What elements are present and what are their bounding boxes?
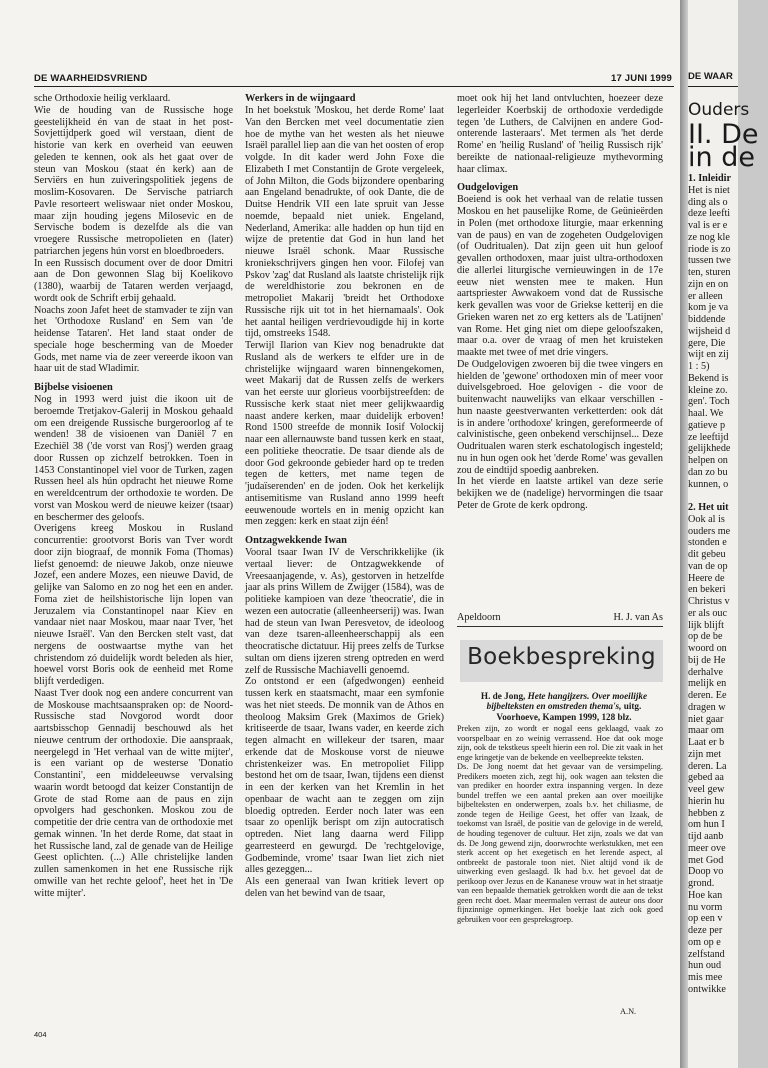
signature-city: Apeldoorn [457, 612, 501, 623]
next-page-line: Doop vo [688, 866, 724, 878]
article-signature [457, 612, 663, 626]
section-heading: Ontzagwekkende Iwan [245, 535, 347, 546]
article-column-1 [34, 93, 233, 1013]
next-page-line: ze nog kle [688, 231, 730, 243]
paragraph: Wie de houding van de Russische hoge geestelijkheid én van de staat in het post-Sovjettijdperk goed wil verstaan, dient de historie van kerk en overheid van eeuwen geleden te kennen, ook als het gaat over de steun van Moskou (staat én kerk) aan de Serviërs en hun zuiveringspolitiek jegens de moslim-Kosovaren. De Servische patriarch Pavle resorteert weliswaar niet onder Moskou, maar zijn houding jegens Milosevic en de Servische bodem is dezelfde als die van vroegere Russische metropolieten en (later) patriarchen jegens hún vorst en bloedbroeders. [34, 104, 233, 257]
paragraph: Naast Tver dook nog een andere concurrent van de Moskouse machtsaanspraken op: de Noord-Russische stad Novgorod wordt door aartsbisschop Gennadij beschouwd als het nieuwe centrum der orthodoxie. Die aanspraak, neergelegd in 'Het verhaal van de witte mijter', is een variant op de westerse 'Donatio Constantini', een middeleeuwse vervalsing waarin wordt betoogd dat keizer Constantijn de Grote de stad Rome aan de paus en zijn opvolgers had geschonken. Moskou zou de competitie der drie centra van de orthodoxie met gemak winnen. 'In het derde Rome, dat staat in het Russische land, zal de genade van de Heilige Geest oplichten. (...) Alle christelijke landen zullen samenkomen in het ene Russische rijk omwille van het rechte geloof', heet het in 'De witte mijter'. [34, 687, 233, 899]
next-page-line: maar om [688, 725, 724, 737]
next-page-line: riode is zo [688, 243, 731, 255]
next-page-line: ding als o [688, 196, 728, 208]
publication-name: DE WAARHEIDSVRIEND [34, 73, 148, 84]
next-page-line: er alleen [688, 290, 723, 302]
section-heading: Oudgelovigen [457, 182, 519, 194]
paragraph: In het vierde en laatste artikel van deze serie bekijken we de (nadelige) hervormingen die tsaar Peter de Grote de kerk opdrong. [457, 476, 663, 511]
next-page-line: 2. Het uit [688, 502, 729, 513]
next-page-line: hebben z [688, 807, 725, 819]
running-head [34, 71, 674, 87]
next-page-line: hierin hu [688, 795, 725, 807]
next-page-line: van de op [688, 560, 728, 572]
next-page-line: Bekend is [688, 372, 729, 384]
next-page-line: biddende [688, 314, 726, 325]
review-book-title: Hete hangijzers. Over moeilijke bijbelteksten en omstreden thema's, [486, 691, 648, 712]
paragraph: In een Russisch document over de door Dmitri aan de Don gewonnen Slag bij Koelikovo (1380), waarbij de Tataren werden verjaagd, wordt ook de Schrift erbij gehaald. [34, 257, 233, 304]
next-page-line: ouders me [688, 525, 731, 537]
next-page-line: kom je va [688, 302, 729, 314]
article-column-3 [457, 93, 663, 512]
next-page-line: helpen on [688, 455, 728, 466]
paragraph: sche Orthodoxie heilig verklaard. [34, 93, 171, 104]
signature-author: H. J. van As [613, 612, 663, 623]
next-page-line: 1 : 5) [688, 361, 710, 372]
next-page-line: gere, Die [688, 337, 726, 349]
next-page-line: Hoe kan [688, 889, 723, 901]
next-page-fragment [688, 0, 759, 1068]
section-heading: Bijbelse visioenen [34, 382, 113, 393]
next-page-line: ze leeftijd [688, 431, 729, 443]
next-page-line: om op e [688, 936, 721, 948]
review-body [457, 724, 663, 1020]
next-page-line: gen'. Toch [688, 396, 730, 408]
paragraph: Overigens kreeg Moskou in Rusland concurrentie: grootvorst Boris van Tver wordt door zijn biograaf, de monnik Foma (Thomas) liefst genoemd: de nieuwe Jakob, onze nieuwe Jozef, een andere Mozes, een nieuwe David, de gelijke van Salomo en zo nog het een en ander. Foma ziet de heilshistorische lijn lopen van Jeruzalem via Constantinopel naar Kiev en vandaar niet naar Moskou, maar naar Tver, 'het nieuwe Israël'. Van den Bercken stelt vast, dat nergens de oostwaartse mythe van het christendom zó duidelijk wordt beleden als hier, hoewel vorst Boris ook de eenheid met Rome blijft verdedigen. [34, 523, 233, 687]
next-page-line: hun oud [688, 960, 722, 972]
next-page-line [688, 490, 768, 502]
next-page-kicker: Ouders [688, 100, 750, 120]
issue-date: 17 JUNI 1999 [610, 73, 672, 84]
next-page-line: wijsheid d [688, 325, 731, 337]
page-gutter [680, 0, 688, 1068]
next-page-line: met God [688, 854, 724, 866]
next-page-running-head: DE WAAR [688, 71, 733, 82]
review-bibliography [470, 691, 658, 722]
review-book-publisher: uitg. Voorhoeve, Kampen 1999, 128 blz. [496, 701, 642, 722]
next-page-line: deze leefti [688, 208, 731, 220]
next-page-line: meer ove [688, 842, 726, 854]
next-page-line: zijn met [688, 748, 722, 760]
next-page-line: tijd aanb [688, 831, 724, 842]
next-page-line: zijn en on [688, 278, 729, 290]
next-page-line: dit gebeu [688, 549, 726, 560]
next-page-line: gelijkhede [688, 443, 731, 455]
next-page-line: Heere de [688, 572, 725, 584]
paragraph: In het boekstuk 'Moskou, het derde Rome' laat Van den Bercken met veel documentatie zien hoe de mythe van het westen als het nieuwe Israël parallel liep aan die van het oosten of erop volgde. In dit kader werd John Foxe die Elizabeth I met Constantijn de Grote vergeleek, of John Milton, die Gods bijzondere openbaring aan Engeland benadrukte, of ook Dante, die de Duitse Hendrik VII een late spruit van Jesse noemde, bepaald niet uniek. Engeland, Nederland, Amerika: alle hadden op hun tijd en wijze de pretentie dat God in hun land het nieuwe Israël schonk. Maar Russische kroniekschrijvers gingen hen voor. Filofej van Pskov 'zag' dat Rusland als laatste christelijk rijk de wereldhistorie zou bekronen en de metropoliet Makarij 'breidt het Orthodoxe Russische rijk uit tot in het hiernamaals'. Ook het aantal heiligen verdrievoudigde hij in korte tijd, omstreeks 1548. [245, 105, 444, 340]
next-page-header-rule [688, 86, 738, 87]
paragraph: Boeiend is ook het verhaal van de relatie tussen Moskou en het pauselijke Rome, de Geünieërden in Polen (met orthodoxe liturgie, maar erkenning van de paus) en van de zogeheten Oudgelovigen (of Oudritualen). Dat zijn geen uit hun geloof gevallen orthodoxen, maar juist ultra-orthodoxen die allerlei liturgische vernieuwingen in de 17e eeuw niet wensten mee te maken. Hun aartspriester Awwakoem vond dat de Russische kerk gevallen was voor de Griekse ketterij en die Grieken waren net zo erg ketters als de 'Latijnen' van Rome. Het ging niet om diepe geloofszaken, maar o.a. over de vraag of men het kruisteken maakte met twee of met drie vingers. [457, 194, 663, 358]
next-page-line: tussen twe [688, 255, 731, 267]
next-page-line: ontwikke [688, 983, 726, 995]
paragraph: Preken zijn, zo wordt er nogal eens geklaagd, vaak zo voorspelbaar en zo weinig verrassend. Hoe dat ook moge zijn, ook de tekstkeus speelt hierin een rol. Die zit vaak in het enge kringetje van de bekende en veelbepreekte teksten. [457, 724, 663, 762]
next-page-line: op een v [688, 913, 723, 925]
review-heading-box [460, 640, 663, 682]
next-page-title-line-1: II. De [688, 119, 759, 150]
article-column-2 [245, 93, 444, 1005]
next-page-line: nu vorm [688, 901, 723, 913]
next-page-line: woord on [688, 643, 727, 654]
paragraph: Zo ontstond er een (afgedwongen) eenheid tussen kerk en staatsmacht, maar een symfonie was het niet steeds. De monnik van de Athos en theoloog Maksim Grek (Maximos de Griek) kritiseerde de tsaar, Iwans vader, en keerde zich tegen almacht en willekeur der tsaren, maar erkende dat de Moskouse vorst de nieuwe christenkeizer was. En metropoliet Filipp bestond het om de tsaar, Iwan, tijdens een dienst in een der kerken van het Kremlin in het openbaar de wacht aan te zeggen om zijn bloedig optreden. Eerder noch later was een tsaar zo openlijk berispt om zijn autocratisch optreden. Niet lang daarna werd Filipp gearresteerd en gewurgd. De 'rechtgelovige, Godbeminde, vrome' tsaar Iwan liet zich niet alles gezeggen... [245, 676, 444, 876]
review-book-author: H. de Jong, [480, 691, 526, 701]
next-page-line: val is er e [688, 220, 728, 231]
review-signature: A.N. [620, 1007, 637, 1016]
paragraph: Ds. De Jong noemt dat het gevaar van de versimpeling. Predikers moeten zich, zegt hij, ook wagen aan teksten die van prediker en hoorder extra inspanning vergen. In deze bundel treffen we een aantal preken aan over moeilijke bijbelteksten en onderwerpen, zoals b.v. het chiliasme, de zonde tegen de Heilige Geest, het offer van Izaak, de toekomst van Israël, de positie van de gelovige in de wereld, de houding tegenover de cultuur. Het zijn, zoals we dat van ds. De Jong gewend zijn, doorwrochte werkstukken, met een sterk accent op het exegetisch en het lerende aspect, al ontbreekt de pastorale toon niet. Niet altijd vond ik de uitwerking even geslaagd. Ik had b.v. het gevoel dat de perikoop over Jezus en de Kananese vrouw wat in het straatje van een bepaalde thematiek getrokken wordt die aan de tekst geen recht doet. Maar meermalen verrast de auteur ons door fijnzinnige opmerkingen. Het boekje laat zich ook goed gebruiken voor een gespreksgroep. [457, 762, 663, 924]
section-heading: Werkers in de wijngaard [245, 93, 356, 104]
next-page-line: veel gew [688, 784, 725, 795]
next-page-line: niet gaar [688, 713, 724, 725]
paragraph: Als een generaal van Iwan kritiek levert op delen van het bewind van de tsaar, [245, 876, 444, 899]
next-page-line: Ook al is [688, 513, 725, 525]
next-page-line: wijt en zij [688, 349, 729, 361]
paragraph: Nog in 1993 werd juist die ikoon uit de beroemde Tretjakov-Galerij in Moskou gehaald om een dreigende Russische burgeroorlog af te wenden! 38 de visioenen van Daniël 7 en Ezechiël 38 ('de vorst van Rosj') werden graag door Russen op zichzelf betrokken. Toen in 1453 Constantinopel viel voor de Turken, zagen Russen heel als hún opdracht het nieuwe Rome en wereldcentrum der orthodoxie te worden. De vorst van Moskou werd de nieuwe keizer (tsaar) en beschermer des geloofs. [34, 394, 233, 523]
paragraph: De Oudgelovigen zwoeren bij die twee vingers en hielden de 'gewone' orthodoxen min of meer voor duivelsgebroed. Hoe gelovigen - die voor de buitenwacht nauwelijks van elkaar verschillen - hun naaste geestverwanten verketterden: ook dát is in andere 'orthodoxe' kringen, gereformeerde of calvinistische, geen onbekend verschijnsel... Deze Oudritualen waren sterk eschatologisch ingesteld; nu in hun ogen ook het 'derde Rome' was gevallen zou de eindtijd spoedig aanbreken. [457, 358, 663, 476]
next-page-line: deze per [688, 925, 723, 936]
next-page-line: en bekeri [688, 584, 726, 596]
next-page-line: Christus v [688, 596, 730, 607]
next-page-line: lijk blijft [688, 619, 724, 631]
next-page-line: kleine zo. [688, 384, 728, 396]
next-page-line: dan zo bu [688, 466, 728, 478]
paragraph: moet ook hij het land ontvluchten, hoezeer deze legerleider Koerbskij de orthodoxie verdedigde tegen 'de Luthers, de Calvijnen en andere God-onterende lasteraars'. Met termen als 'het derde Rome' en 'heilig Rusland' of 'heilig Russisch rijk' bereikte de nationaal-religieuze mythevorming haar climax. [457, 93, 663, 175]
next-page-line: gatieve p [688, 419, 726, 431]
next-page-line: deren. Ee [688, 690, 727, 701]
next-page-line: ten, sturen [688, 267, 731, 278]
next-page-line: grond. [688, 878, 715, 889]
next-page-line: mis mee [688, 972, 723, 983]
header-rule [34, 86, 674, 87]
next-page-line: gebed aa [688, 772, 724, 784]
next-page-line: 1. Inleidir [688, 173, 732, 184]
next-page-line: melijk en [688, 678, 727, 690]
next-page-line: zelfstand [688, 948, 725, 960]
paragraph: Vooral tsaar Iwan IV de Verschrikkelijke (ik vertaal liever: de Ontzagwekkende of Vreesaanjagende, v. As), gestorven in hetzelfde jaar als prins Willem de Zwijger (1584), was de politieke kampioen van deze 'theocratie', die in wezen een autocratie (alleenheerserij) was. Iwan had de steun van Iwan Peresvetov, de ideoloog van deze tsaren-alleenheerschappij als een theocratische dictatuur. Hij prees zelfs de Turkse sultan om diens ijzeren streng optreden en werd zelf de Russische Machiavelli genoemd. [245, 547, 444, 676]
next-page-line: om hun I [688, 819, 725, 831]
next-page-line: stonden e [688, 537, 727, 549]
next-page-line: deren. La [688, 760, 727, 772]
review-title: Boekbespreking [467, 644, 656, 670]
next-page-line: Het is niet [688, 184, 730, 196]
next-page-line: kunnen, o [688, 478, 729, 490]
next-page-line: Laat er b [688, 737, 725, 748]
next-page-line: derhalve [688, 666, 724, 678]
next-page-line: haal. We [688, 408, 724, 419]
next-page-line: dragen w [688, 701, 726, 713]
next-page-text [688, 173, 768, 996]
paragraph: Noachs zoon Jafet heet de stamvader te zijn van het 'Orthodoxe Rusland' en Sem van 'de heidense Tataren'. Het land staat onder de speciale hoge bescherming van de Moeder Gods, met name via de zeer vereerde ikoon van haar uit de stad Wladimir. [34, 304, 233, 375]
next-page-title-line-2: in de [688, 142, 755, 173]
paragraph: Terwijl Ilarion van Kiev nog benadrukte dat Rusland als de werkers te elfder ure in de christelijke wijngaard waren binnengekomen, weet Makarij dat de Russen zelfs de werkers van het eerste uur glorieus voorbijstreefden: de Russische kerk staat niet meer gelijkwaardig naast andere kerken, maar duidelijk erboven! Rond 1500 streefde de monnik Iosif Volockij naar een allernauwste band tussen kerk en staat, een politieke theocratie. De tsaar diende als de door God gekroonde gebieder hard op te treden tegen de ketters, met name tegen de 'judaïserenden' en de joden. Ook het kerkelijk antisemitisme van Rusland anno 1999 heeft eeuwenoude wortels en in menig opzicht kan men zeggen: kerk en staat zijn één! [245, 340, 444, 528]
next-page-line: bij de He [688, 654, 726, 666]
next-page-line: er als ouc [688, 607, 728, 619]
signature-rule [457, 626, 663, 627]
page-number: 404 [34, 1030, 47, 1039]
next-page-line: op de be [688, 631, 723, 643]
